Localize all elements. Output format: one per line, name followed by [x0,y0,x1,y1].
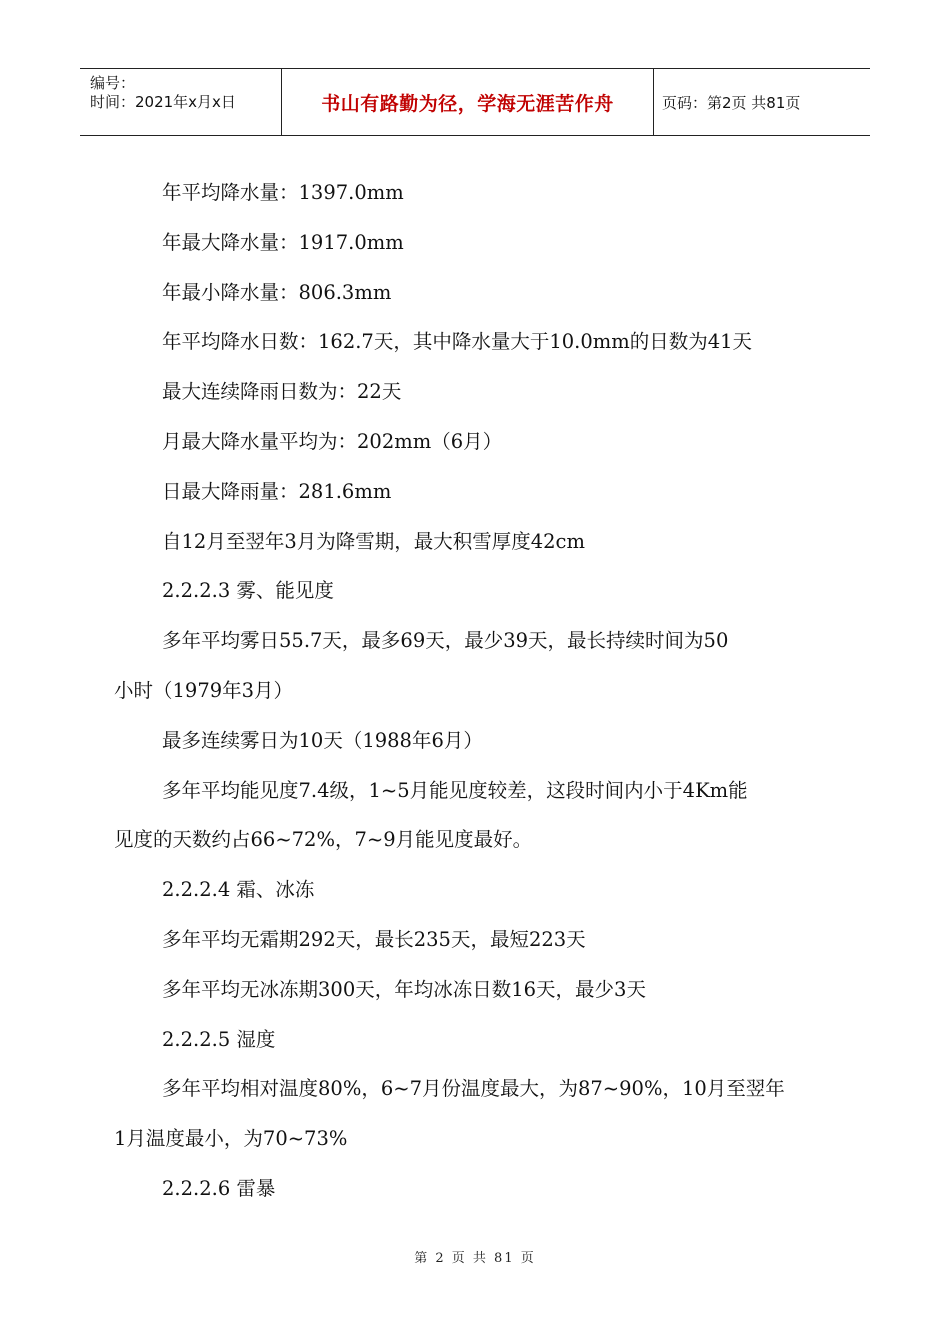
page-footer: 第 2 页 共 81 页 [414,1251,536,1266]
header-table [80,68,870,136]
paragraph: 多年平均能见度7.4级，1~5月能见度较差，这段时间内小于4Km能 [162,778,748,802]
paragraph-continuation: 1月温度最小，为70~73% [114,1127,348,1151]
paragraph: 年最小降水量：806.3mm [162,280,392,304]
paragraph: 最多连续雾日为10天（1988年6月） [162,728,483,752]
document-number-label: 编号： [90,74,136,92]
header-page-cell [654,69,870,135]
paragraph: 年平均降水量：1397.0mm [162,181,404,204]
paragraph-continuation: 小时（1979年3月） [114,678,294,702]
paragraph: 多年平均无冰冻期300天，年均冰冻日数16天，最少3天 [162,977,646,1001]
section-heading: 2.2.2.6 雷暴 [162,1176,276,1200]
paragraph: 年平均降水日数：162.7天，其中降水量大于10.0mm的日数为41天 [162,330,753,354]
section-heading: 2.2.2.5 湿度 [162,1027,276,1051]
section-heading: 2.2.2.4 霜、冰冻 [162,878,315,902]
section-heading: 2.2.2.3 雾、能见度 [162,579,334,603]
paragraph: 自12月至翌年3月为降雪期，最大积雪厚度42cm [162,529,585,553]
paragraph: 多年平均雾日55.7天，最多69天，最少39天，最长持续时间为50 [162,629,729,653]
paragraph: 多年平均相对温度80%，6~7月份温度最大，为87~90%，10月至翌年 [162,1077,785,1101]
document-date: 时间：2021年x月x日 [90,93,236,111]
paragraph: 多年平均无霜期292天，最长235天，最短223天 [162,927,586,951]
paragraph: 日最大降雨量：281.6mm [162,479,392,503]
paragraph: 月最大降水量平均为：202mm（6月） [162,429,503,453]
header-motto: 书山有路勤为径，学海无涯苦作舟 [321,92,614,115]
paragraph-continuation: 见度的天数约占66~72%，7~9月能见度最好。 [114,828,533,852]
document-body [114,168,844,1214]
header-page-info: 页码：第2页 共81页 [662,93,801,112]
paragraph: 最大连续降雨日数为：22天 [162,380,402,404]
paragraph: 年最大降水量：1917.0mm [162,230,404,254]
header-motto-cell [282,69,654,135]
header-meta-cell [80,69,282,135]
